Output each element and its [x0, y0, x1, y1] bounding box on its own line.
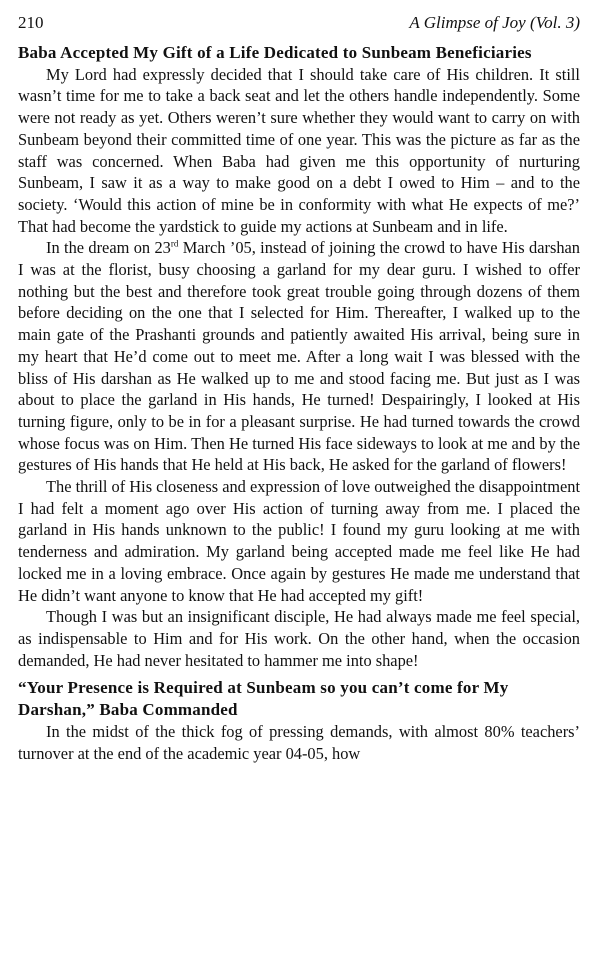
- body-paragraph: The thrill of His closeness and expression of love outweighed the disappointment I had felt a moment ago over His action of turning away from me. I placed the garland in His hands unknown to the public! I found my guru looking at me with tenderness and admiration. My garland being accepted made me feel like He had locked me in a loving embrace. Once again by gestures He made me understand that He didn’t want anyone to know that He had accepted my gift!: [18, 477, 580, 605]
- ordinal-suffix: rd: [170, 238, 179, 249]
- book-page: [18, 12, 580, 964]
- section-heading: “Your Presence is Required at Sunbeam so you can’t come for My Darshan,” Baba Commanded: [18, 678, 509, 720]
- body-paragraph: My Lord had expressly decided that I should take care of His children. It still wasn’t time for me to take a back seat and let the others handle independently. Some were not ready as yet. Others weren’t sure whether they would want to carry on with Sunbeam beyond their committed time of one year. This was the picture as far as the staff was concerned. When Baba had given me this opportunity of nurturing Sunbeam, I saw it as a way to make good on a debt I owed to Him – and to the society. ‘Would this action of mine be in conformity with what He expects of me?’ That had become the yardstick to guide my actions at Sunbeam and in life.: [18, 64, 580, 236]
- page-number: 210: [18, 13, 44, 32]
- section-baba-accepted-gift: [18, 42, 580, 671]
- section-heading: Baba Accepted My Gift of a Life Dedicated to Sunbeam Beneficiaries: [18, 43, 532, 62]
- body-paragraph: In the midst of the thick fog of pressing demands, with almost 80% teachers’ turnover at the end of the academic year 04-05, how: [18, 721, 580, 763]
- body-paragraph: Though I was but an insignificant disciple, He had always made me feel special, as indispensable to Him and for His work. On the other hand, when the occasion demanded, He had never hesitated to hammer me into shape!: [18, 607, 580, 670]
- section-presence-required: [18, 677, 580, 764]
- running-title: A Glimpse of Joy (Vol. 3): [409, 13, 580, 32]
- body-paragraph: In the dream on 23rd March ’05, instead of joining the crowd to have His darshan I was at the florist, busy choosing a garland for my dear guru. I wished to offer nothing but the best and therefore took great trouble going through dozens of them before deciding on the one that I selected for Him. Thereafter, I walked up to the main gate of the Prashanti grounds and patiently awaited His arrival, being sure in my heart that He’d come out to meet me. After a long wait I was blessed with the bliss of His darshan as He walked up to me and stood facing me. But just as I was about to place the garland in His hands, He turned! Despairingly, I looked at His turning figure, only to be in for a pleasant surprise. He had turned towards the crowd whose focus was on Him. Then He turned His face sideways to look at me and by the gestures of His hands that He held at His back, He asked for the garland of flowers!: [18, 238, 580, 475]
- running-header: [18, 12, 580, 34]
